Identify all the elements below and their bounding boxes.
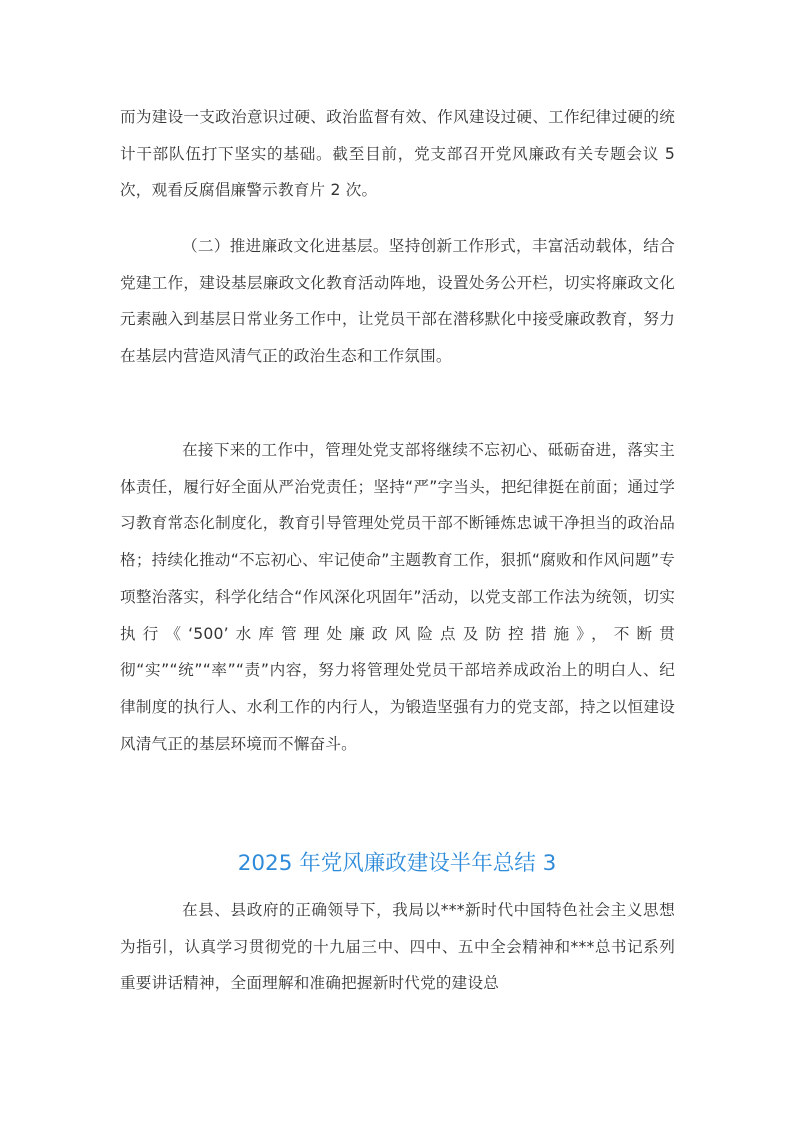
paragraph-anti-corruption-culture: （二）推进廉政文化进基层。坚持创新工作形式，丰富活动载体，结合党建工作，建设基层廉政文化教育活动阵地，设置处务公开栏，切实将廉政文化元素融入到基层日常业务工作中，让党员干部在潜移默化中接受廉政教育，努力在基层内营造风清气正的政治生态和工作氛围。	[120, 237, 675, 366]
paragraph-future-work: 在接下来的工作中，管理处党支部将继续不忘初心、砥砺奋进，落实主体责任，履行好全面从严治党责任；坚持“严”字当头，把纪律挺在前面；通过学习教育常态化制度化，教育引导管理处党员干部不断锤炼忠诚干净担当的政治品格；持续化推动“不忘初心、牢记使命”主题教育工作，狠抓“腐败和作风问题”专项整治落实，科学化结合“作风深化巩固年”活动，以党支部工作法为统领，切实执行《‘500’水库管理处廉政风险点及防控措施》，不断贯彻“实”“统”“率”“责”内容，努力将管理处党员干部培养成政治上的明白人、纪律制度的执行人、水利工作的内行人，为锻造坚强有力的党支部，持之以恒建设风清气正的基层环境而不懈奋斗。	[120, 441, 675, 753]
section-heading: 2025 年党风廉政建设半年总结 3	[237, 851, 557, 876]
paragraph-county-leadership: 在县、县政府的正确领导下，我局以***新时代中国特色社会主义思想为指引，认真学习贯彻党的十九届三中、四中、五中全会精神和***总书记系列重要讲话精神，全面理解和准确把握新时代党的建设总	[120, 901, 675, 993]
paragraph-statistics-team: 而为建设一支政治意识过硬、政治监督有效、作风建设过硬、工作纪律过硬的统计干部队伍打下坚实的基础。截至目前，党支部召开党风廉政有关专题会议 5 次，观看反腐倡廉警示教育片 2 次。	[120, 108, 675, 200]
